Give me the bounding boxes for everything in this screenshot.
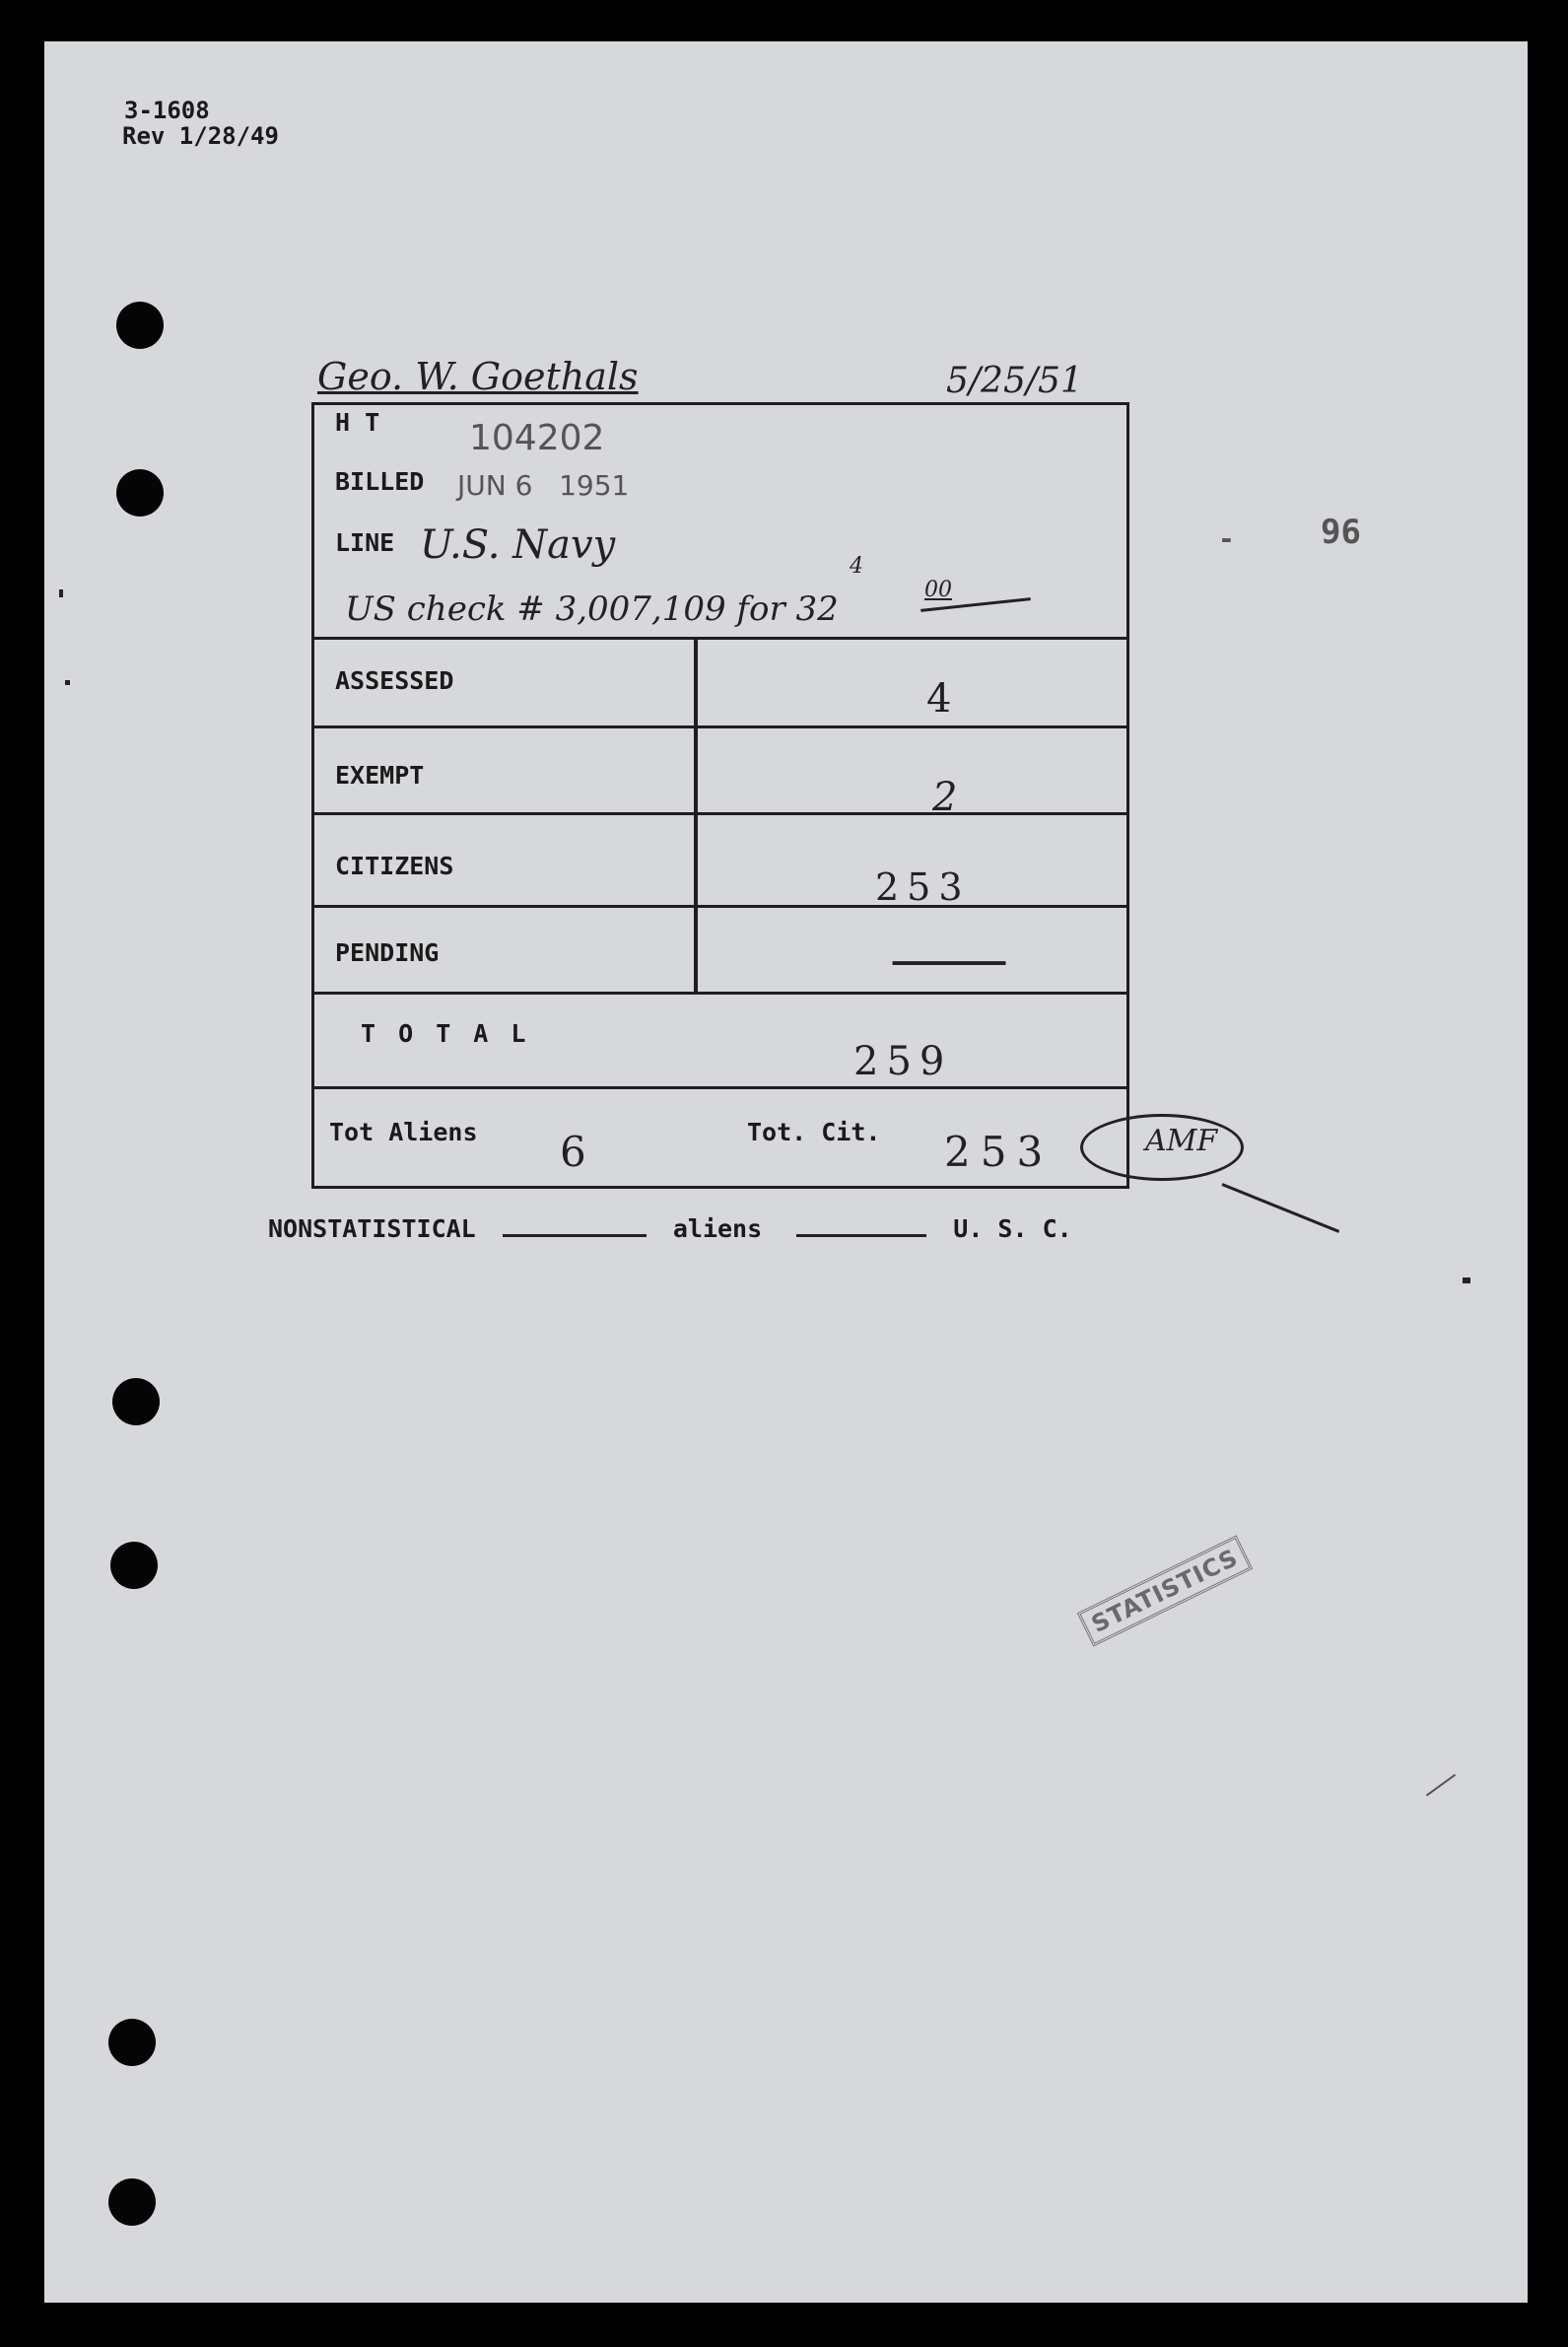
statistics-form-box [311,402,1129,1189]
tot-aliens-label: Tot Aliens [329,1118,478,1146]
exempt-value: 2 [932,775,958,820]
initials: AMF [1145,1124,1218,1158]
nonstatistical-blank [503,1234,647,1237]
form-rule [313,725,1127,728]
stray-mark [1463,1277,1470,1283]
form-number: 3-1608 [124,97,210,124]
aliens-label: aliens [672,1214,763,1243]
form-rule [313,812,1127,815]
page-number: 96 [1321,513,1361,552]
usc-label: U. S. C. [953,1214,1072,1243]
stray-mark [59,589,63,597]
form-rule [313,637,1127,640]
punch-hole [112,1378,160,1425]
punch-hole [110,1542,158,1589]
tot-cit-label: Tot. Cit. [747,1118,881,1146]
ht-number: 104202 [469,418,605,458]
tot-aliens-value: 6 [560,1128,586,1176]
stray-mark [65,680,70,685]
check-superscript: 4 [850,554,863,579]
statistics-stamp: STATISTICS [1077,1536,1253,1647]
form-divider [694,639,698,992]
aliens-blank [796,1234,926,1237]
check-note: US check # 3,007,109 for 32 [345,589,839,629]
total-label: T O T A L [361,1019,530,1048]
ht-label: H T [335,408,380,437]
line-label: LINE [335,528,395,557]
pending-label: PENDING [335,938,440,967]
billed-label: BILLED [335,467,425,496]
exempt-label: EXEMPT [335,761,425,790]
form-rule [313,905,1127,908]
arrival-date: 5/25/51 [946,361,1083,401]
form-revision: Rev 1/28/49 [122,122,279,150]
citizens-value: 253 [875,865,971,909]
total-value: 259 [853,1039,953,1084]
billed-date: JUN 6 1951 [457,469,630,502]
punch-hole [108,2178,156,2226]
punch-hole [108,2019,156,2066]
margin-mark: - [1218,522,1235,555]
punch-hole [116,469,164,517]
punch-hole [116,302,164,349]
form-rule [313,1086,1127,1089]
vessel-name: Geo. W. Goethals [317,355,639,398]
nonstatistical-line [268,1214,1072,1243]
nonstatistical-label: NONSTATISTICAL [268,1214,476,1243]
line-value: U.S. Navy [420,522,616,568]
check-cents: 00 [924,578,952,602]
pending-value: — [887,925,1011,994]
assessed-label: ASSESSED [335,666,454,695]
citizens-label: CITIZENS [335,852,454,880]
assessed-value: 4 [926,676,952,722]
tot-cit-value: 253 [944,1128,1054,1176]
